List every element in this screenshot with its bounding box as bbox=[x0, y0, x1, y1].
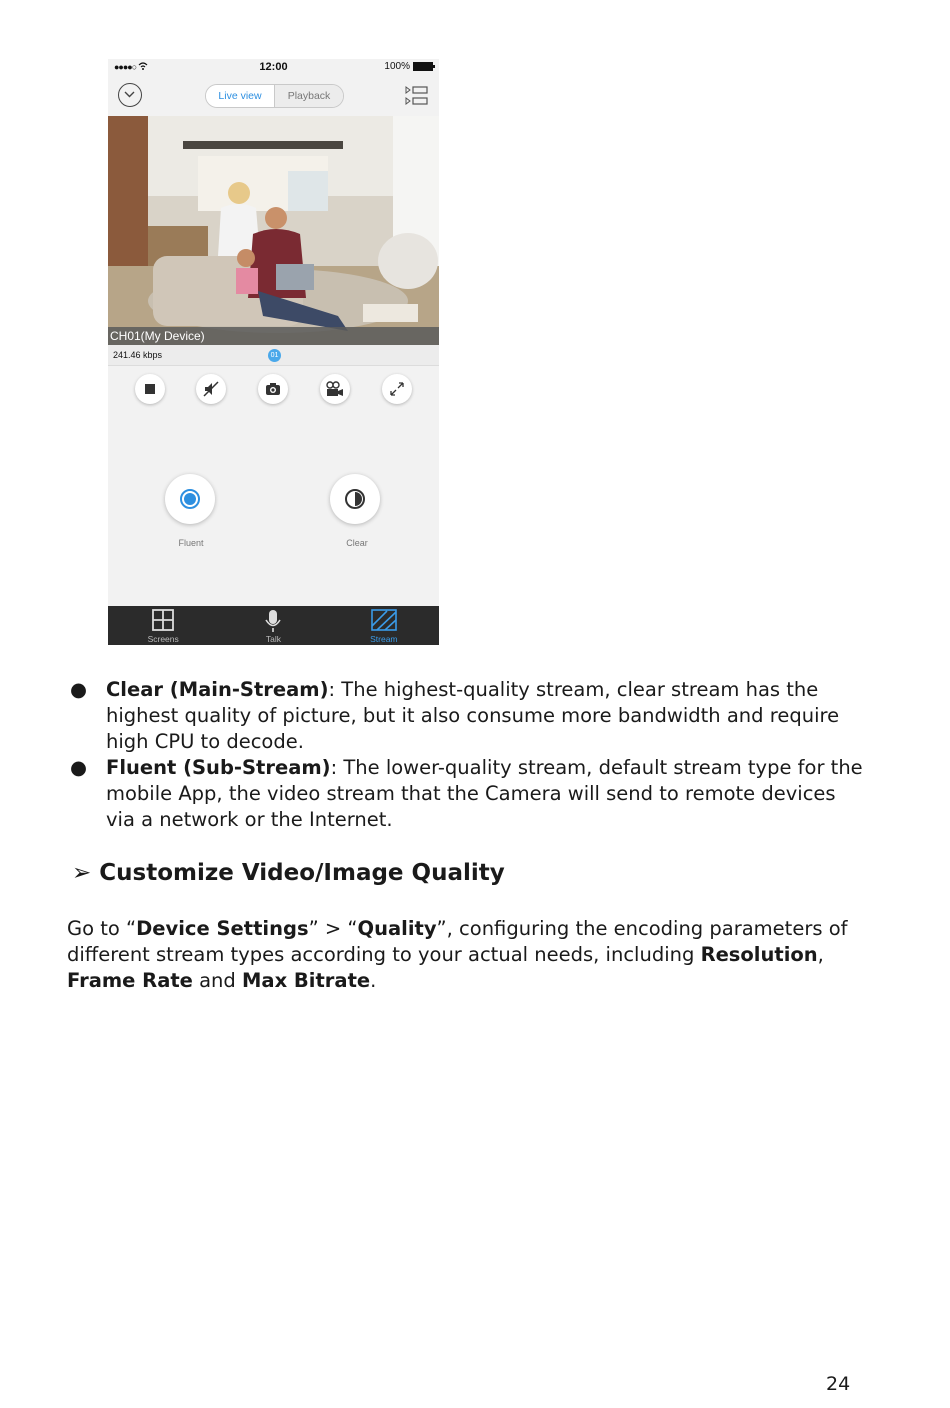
clear-stream-button[interactable] bbox=[330, 474, 380, 524]
text-run: ” > “ bbox=[308, 917, 358, 940]
view-mode-switch bbox=[205, 84, 344, 108]
stream-quality-icon bbox=[371, 609, 397, 631]
chevron-down-icon[interactable] bbox=[118, 83, 142, 107]
contrast-icon bbox=[344, 488, 366, 510]
fullscreen-button[interactable] bbox=[382, 374, 412, 404]
bullet-text: : The lower-quality stream, default stream type for the mobile App, the video stream that the Camera will send to remote devices via a network or the Internet. bbox=[106, 756, 863, 831]
bitrate-readout: 241.46 kbps bbox=[113, 350, 163, 360]
text-run: . bbox=[370, 969, 377, 992]
bullet-dot: ● bbox=[70, 678, 88, 701]
body-paragraph bbox=[67, 916, 887, 994]
live-video-feed[interactable] bbox=[108, 116, 439, 345]
camera-icon bbox=[265, 382, 281, 396]
list-item bbox=[70, 755, 870, 833]
battery-icon bbox=[413, 62, 433, 71]
bullet-term: Clear (Main-Stream) bbox=[106, 678, 329, 701]
nav-bar bbox=[108, 77, 439, 117]
tab-screens[interactable] bbox=[108, 606, 218, 645]
bullet-dot: ● bbox=[70, 756, 88, 779]
device-list-icon[interactable] bbox=[405, 85, 429, 107]
mute-icon bbox=[203, 381, 219, 397]
record-button[interactable] bbox=[320, 374, 350, 404]
bold-term: Device Settings bbox=[136, 917, 309, 940]
snapshot-button[interactable] bbox=[258, 374, 288, 404]
status-time: 12:00 bbox=[259, 61, 288, 73]
section-heading-text: Customize Video/Image Quality bbox=[99, 860, 505, 886]
status-bar bbox=[108, 59, 439, 77]
tab-stream[interactable] bbox=[329, 606, 439, 645]
stream-type-list bbox=[70, 677, 870, 833]
video-record-icon bbox=[326, 381, 344, 397]
microphone-icon bbox=[265, 609, 281, 633]
battery-percent: 100% bbox=[384, 61, 410, 72]
mute-button[interactable] bbox=[196, 374, 226, 404]
bold-term: Frame Rate bbox=[67, 969, 193, 992]
page-number: 24 bbox=[826, 1373, 851, 1395]
stream-info-bar bbox=[108, 345, 439, 366]
stop-button[interactable] bbox=[135, 374, 165, 404]
text-run: Go to “ bbox=[67, 917, 137, 940]
grid-icon bbox=[152, 609, 174, 631]
fluent-stream-button[interactable] bbox=[165, 474, 215, 524]
text-run: and bbox=[192, 969, 242, 992]
tab-talk[interactable] bbox=[218, 606, 328, 645]
section-heading bbox=[72, 860, 505, 886]
tab-stream-label: Stream bbox=[370, 634, 398, 644]
bullet-term: Fluent (Sub-Stream) bbox=[106, 756, 331, 779]
bullet-text: : The highest-quality stream, clear stream has the highest quality of picture, but it also consume more bandwidth and require high CPU to decode. bbox=[106, 678, 840, 753]
channel-label: CH01(My Device) bbox=[108, 327, 439, 345]
fullscreen-icon bbox=[390, 382, 404, 396]
bold-term: Max Bitrate bbox=[242, 969, 371, 992]
arrow-icon: ➢ bbox=[72, 860, 92, 886]
tab-playback[interactable]: Playback bbox=[275, 85, 343, 107]
signal-icon: ●●●●○ bbox=[114, 62, 148, 72]
text-run: , bbox=[817, 943, 824, 966]
list-item bbox=[70, 677, 870, 755]
bold-term: Resolution bbox=[700, 943, 818, 966]
clear-label: Clear bbox=[346, 538, 368, 548]
stop-icon bbox=[144, 383, 156, 395]
fluent-label: Fluent bbox=[178, 538, 204, 548]
tab-screens-label: Screens bbox=[147, 634, 179, 644]
bold-term: Quality bbox=[357, 917, 437, 940]
bottom-tab-bar bbox=[108, 606, 439, 645]
app-screenshot bbox=[108, 59, 439, 645]
channel-badge[interactable]: 01 bbox=[268, 349, 281, 362]
tab-live-view[interactable]: Live view bbox=[206, 85, 275, 107]
text-run: ”, configuring the encoding parameters of different stream types according to your actual needs, including bbox=[67, 917, 848, 966]
radio-selected-icon bbox=[179, 488, 201, 510]
tab-talk-label: Talk bbox=[265, 634, 282, 644]
